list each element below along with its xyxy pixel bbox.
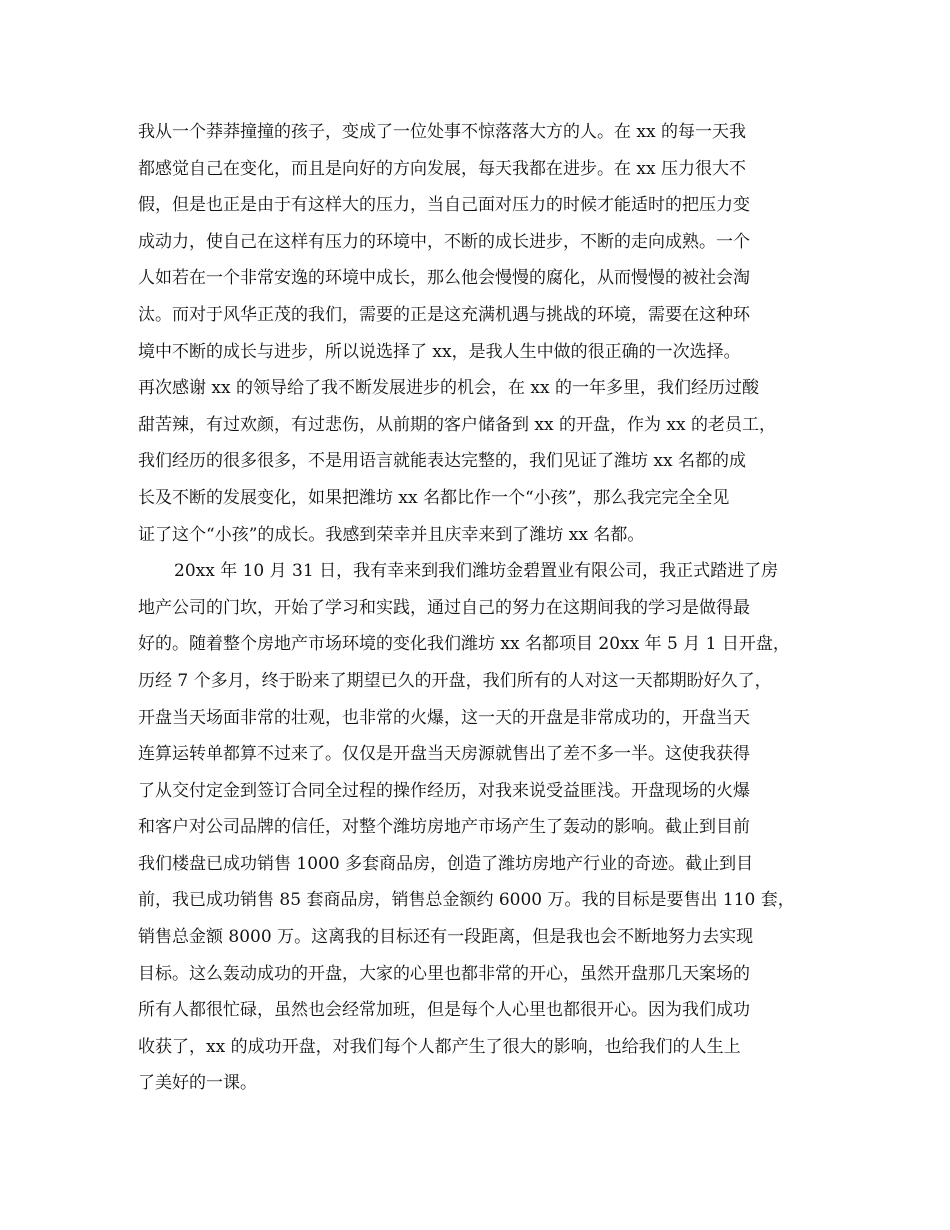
text-line: 我们经历的很多很多，不是用语言就能表达完整的，我们见证了潍坊 xx 名都的成 [138,451,746,472]
body-text [138,114,838,1102]
text-line: 我们楼盘已成功销售 1000 多套商品房，创造了潍坊房地产行业的奇迹。截止到目 [138,853,754,874]
text-line: 开盘当天场面非常的壮观，也非常的火爆，这一天的开盘是非常成功的，开盘当天 [138,707,750,728]
text-line: 好的。随着整个房地产市场环境的变化我们潍坊 xx 名都项目 20xx 年 5 月 1 日开盘， [138,634,790,655]
text-line: 再次感谢 xx 的领导给了我不断发展进步的机会，在 xx 的一年多里，我们经历过酸 [138,378,759,399]
text-line: 所有人都很忙碌，虽然也会经常加班，但是每个人心里也都很开心。因为我们成功 [138,1000,750,1021]
text-line: 成动力，使自己在这样有压力的环境中，不断的成长进步，不断的走向成熟。一个 [138,231,750,252]
text-line: 了从交付定金到签订合同全过程的操作经历，对我来说受益匪浅。开盘现场的火爆 [138,780,750,801]
text-line: 人如若在一个非常安逸的环境中成长，那么他会慢慢的腐化，从而慢慢的被社会淘 [138,268,750,289]
text-line: 假，但是也正是由于有这样大的压力，当自己面对压力的时候才能适时的把压力变 [138,195,750,216]
text-line: 和客户对公司品牌的信任，对整个潍坊房地产市场产生了轰动的影响。截止到目前 [138,817,750,838]
text-line: 收获了，xx 的成功开盘，对我们每个人都产生了很大的影响，也给我们的人生上 [138,1036,741,1057]
text-line: 历经 7 个多月，终于盼来了期望已久的开盘，我们所有的人对这一天都期盼好久了， [138,670,772,691]
text-line: 我从一个莽莽撞撞的孩子，变成了一位处事不惊落落大方的人。在 xx 的每一天我 [138,122,746,142]
text-line: 汰。而对于风华正茂的我们，需要的正是这充满机遇与挑战的环境，需要在这种环 [138,304,750,325]
text-line: 前，我已成功销售 85 套商品房，销售总金额约 6000 万。我的目标是要售出 110 套， [138,890,795,911]
text-line: 连算运转单都算不过来了。仅仅是开盘当天房源就售出了差不多一半。这使我获得 [138,744,750,765]
text-line: 证了这个“小孩”的成长。我感到荣幸并且庆幸来到了潍坊 xx 名都。 [138,524,645,545]
text-line: 20xx 年 10 月 31 日，我有幸来到我们潍坊金碧置业有限公司，我正式踏进了房 [174,561,779,582]
text-line: 地产公司的门坎，开始了学习和实践，通过自己的努力在这期间我的学习是做得最 [138,597,750,618]
text-line: 甜苦辣，有过欢颜，有过悲伤，从前期的客户储备到 xx 的开盘，作为 xx 的老员工， [138,414,776,435]
text-line: 目标。这么轰动成功的开盘，大家的心里也都非常的开心，虽然开盘那几天案场的 [138,963,750,984]
text-line: 长及不断的发展变化，如果把潍坊 xx 名都比作一个“小孩”，那么我完完全全见 [138,487,730,508]
text-line: 销售总金额 8000 万。这离我的目标还有一段距离，但是我也会不断地努力去实现 [138,927,754,948]
text-line: 都感觉自己在变化，而且是向好的方向发展，每天我都在进步。在 xx 压力很大不 [138,158,746,179]
text-line: 境中不断的成长与进步，所以说选择了 xx，是我人生中做的很正确的一次选择。 [138,341,741,362]
text-line: 了美好的一课。 [138,1073,257,1094]
